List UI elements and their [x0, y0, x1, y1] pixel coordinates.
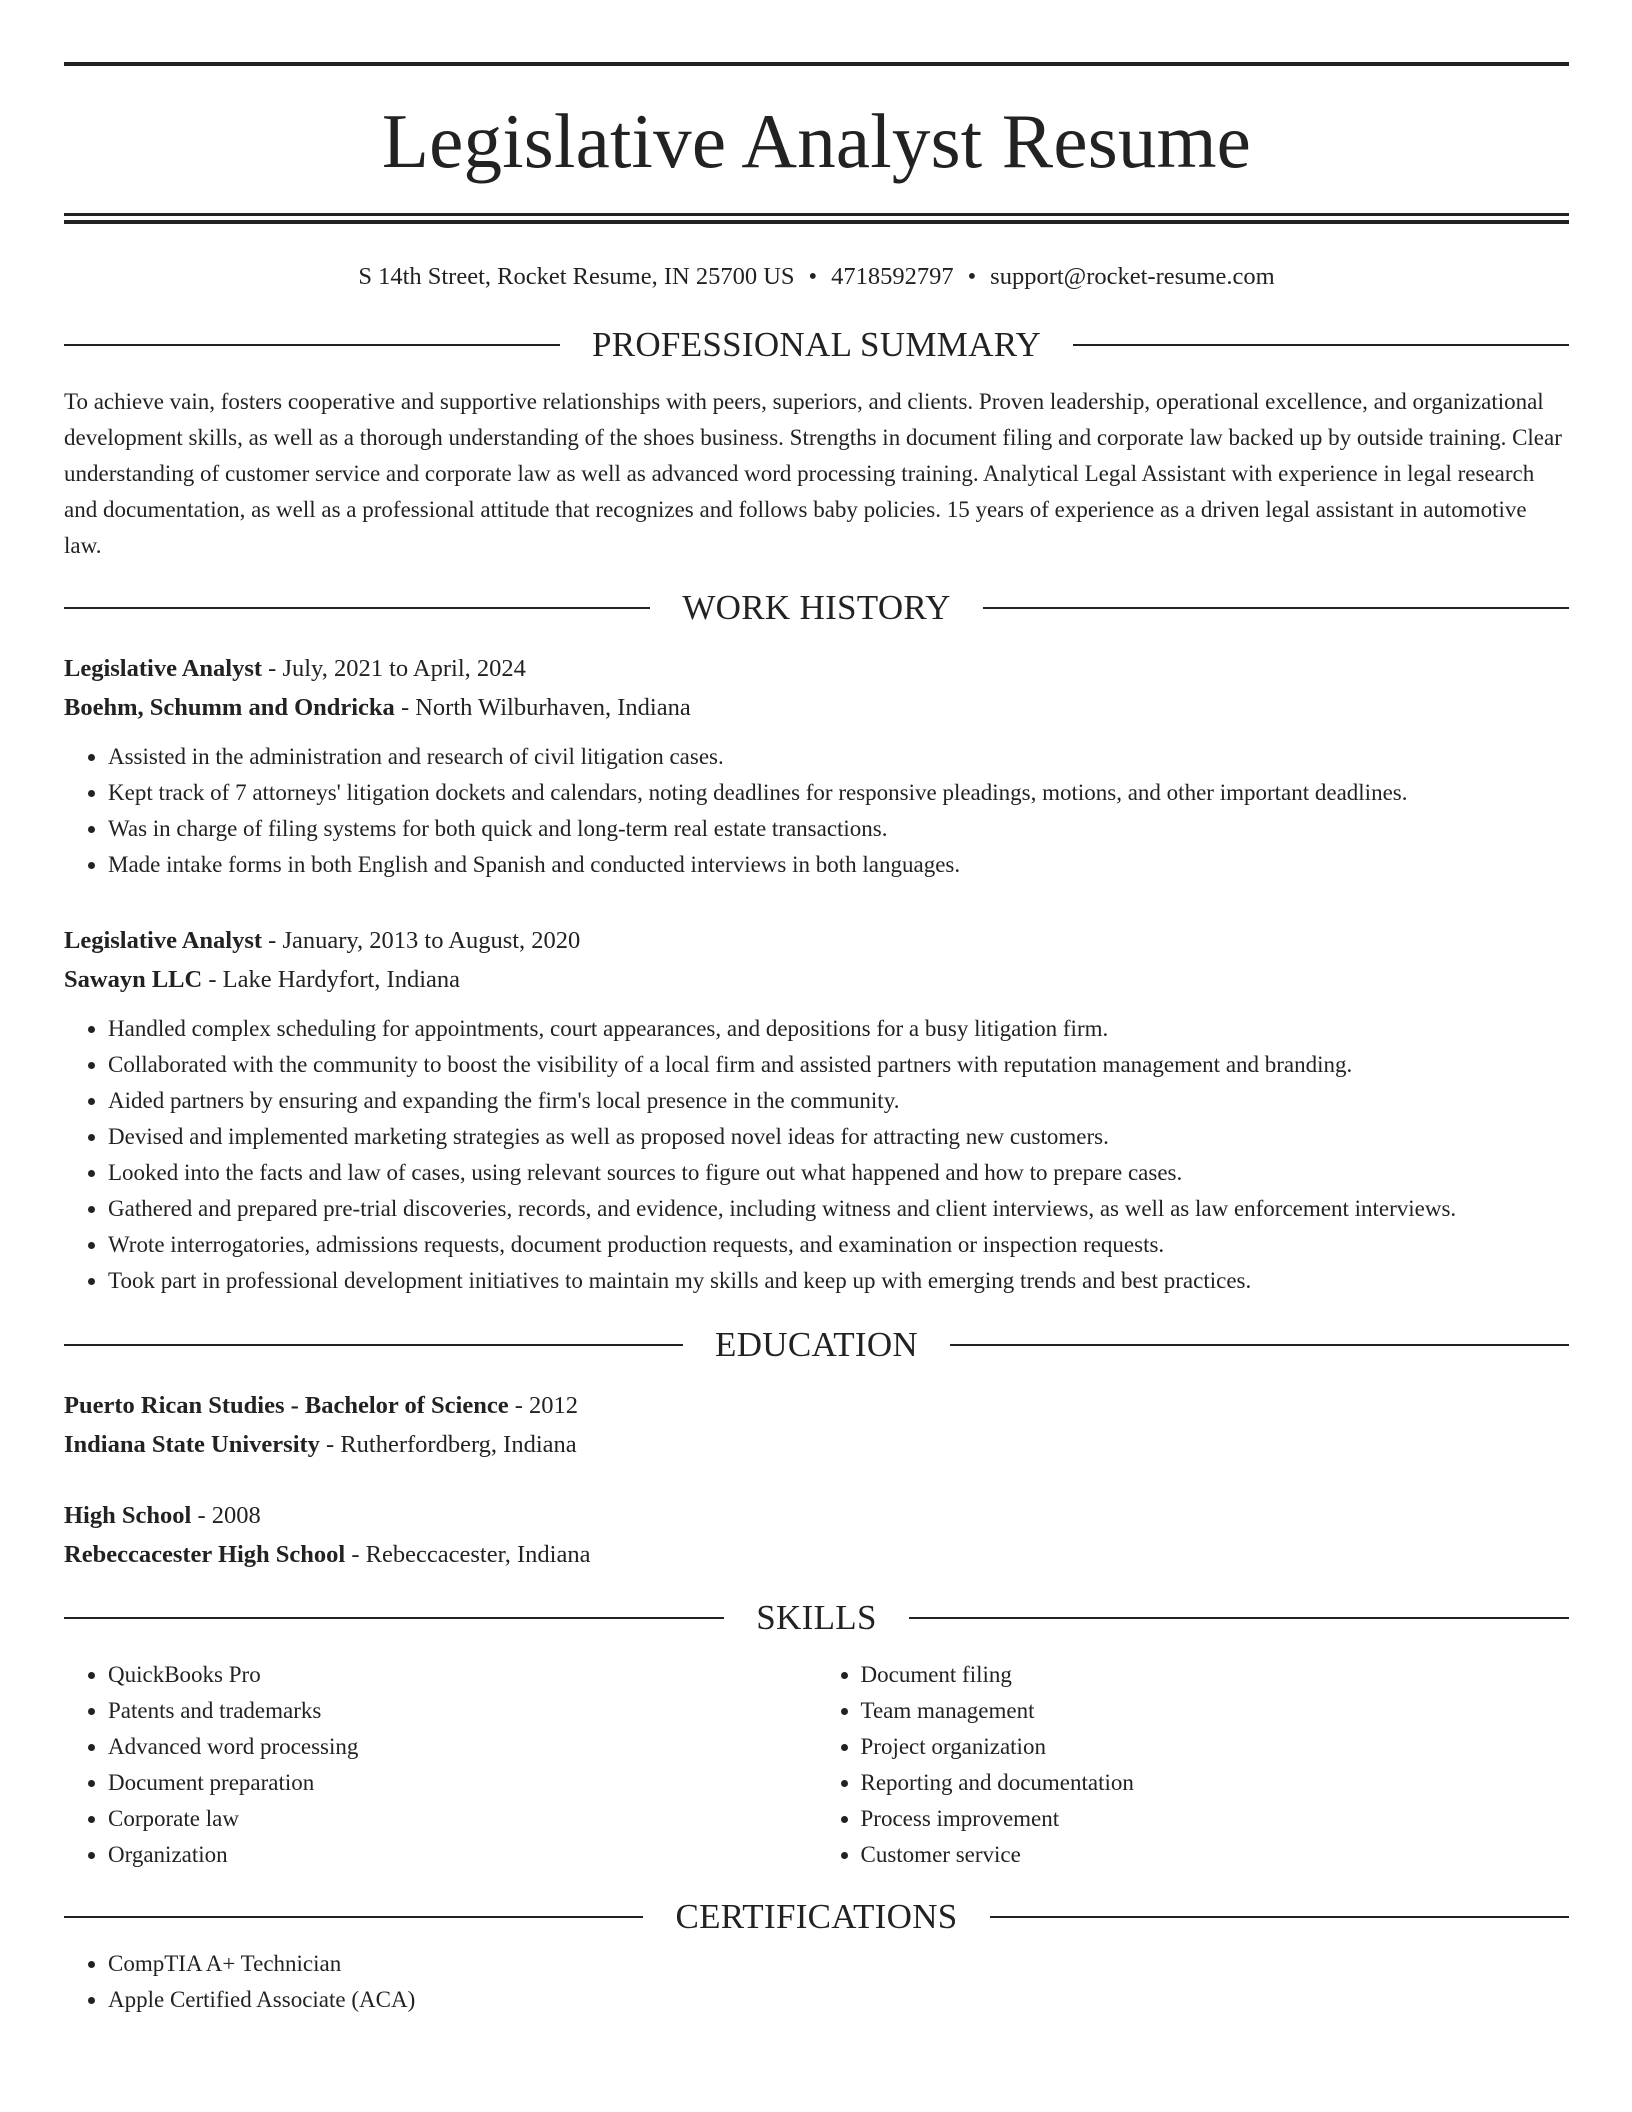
contact-line [64, 262, 1569, 291]
education-entry [64, 1496, 1569, 1574]
job-dates: - July, 2021 to April, 2024 [262, 655, 526, 683]
job-title: Legislative Analyst [64, 655, 263, 683]
job-location: - North Wilburhaven, Indiana [394, 694, 691, 722]
section-rule-left [64, 1617, 724, 1619]
list-item: • Devised and implemented marketing strategies as well as proposed novel ideas for attracting new customers. [108, 1119, 1569, 1155]
job-company-line [64, 960, 1569, 999]
job-location: - Lake Hardyfort, Indiana [202, 966, 461, 994]
certifications-list [64, 1946, 1569, 2018]
section-rule-right [909, 1617, 1569, 1619]
job-bullets [64, 1011, 1569, 1299]
job-title: Legislative Analyst [64, 927, 263, 955]
education-location: - Rutherfordberg, Indiana [319, 1431, 577, 1459]
section-title-skills: SKILLS [756, 1598, 877, 1638]
list-item: • Document filing [861, 1657, 1570, 1693]
list-item: • CompTIA A+ Technician [108, 1946, 1569, 1982]
list-item: • Document preparation [108, 1765, 817, 1801]
job-title-line [64, 649, 1569, 688]
section-rule-right [990, 1916, 1569, 1918]
list-item: • Handled complex scheduling for appointments, court appearances, and depositions for a busy litigation firm. [108, 1011, 1569, 1047]
contact-address: S 14th Street, Rocket Resume, IN 25700 US [358, 263, 795, 290]
list-item: • Aided partners by ensuring and expanding the firm's local presence in the community. [108, 1083, 1569, 1119]
list-item: • Took part in professional development initiatives to maintain my skills and keep up with emerging trends and best practices. [108, 1263, 1569, 1299]
list-item: • Project organization [861, 1729, 1570, 1765]
section-rule-left [64, 1916, 643, 1918]
section-title-certifications: CERTIFICATIONS [675, 1897, 958, 1937]
skills-list-right [817, 1657, 1570, 1873]
job-company-line [64, 688, 1569, 727]
list-item: • Gathered and prepared pre-trial discoveries, records, and evidence, including witness and client interviews, as well as law enforcement interviews. [108, 1191, 1569, 1227]
list-item: • Customer service [861, 1837, 1570, 1873]
job-company: Boehm, Schumm and Ondricka [64, 694, 395, 722]
section-title-work: WORK HISTORY [682, 588, 951, 628]
education-school-line [64, 1535, 1569, 1574]
section-header-skills [64, 1598, 1569, 1638]
list-item: • Looked into the facts and law of cases, using relevant sources to figure out what happened and how to prepare cases. [108, 1155, 1569, 1191]
education-year: - 2008 [191, 1502, 261, 1530]
list-item: • Patents and trademarks [108, 1693, 817, 1729]
contact-separator: • [967, 263, 977, 290]
education-degree: High School [64, 1502, 192, 1530]
contact-phone: 4718592797 [831, 263, 954, 290]
contact-separator: • [808, 263, 818, 290]
list-item: • Wrote interrogatories, admissions requests, document production requests, and examination or inspection requests. [108, 1227, 1569, 1263]
section-rule-left [64, 607, 650, 609]
resume-title: Legislative Analyst Resume [381, 98, 1252, 184]
section-rule-right [950, 1344, 1569, 1346]
job-title-line [64, 921, 1569, 960]
list-item: • Apple Certified Associate (ACA) [108, 1982, 1569, 2018]
section-header-summary [64, 325, 1569, 365]
education-degree-line [64, 1496, 1569, 1535]
job-entry [64, 649, 1569, 883]
skills-list-left [64, 1657, 817, 1873]
education-location: - Rebeccacester, Indiana [345, 1541, 591, 1569]
section-title-summary: PROFESSIONAL SUMMARY [591, 325, 1042, 365]
education-school: Rebeccacester High School [64, 1541, 346, 1569]
job-bullets [64, 739, 1569, 883]
section-rule-left [64, 1344, 683, 1346]
section-header-work [64, 588, 1569, 628]
list-item: • Kept track of 7 attorneys' litigation dockets and calendars, noting deadlines for responsive pleadings, motions, and other important deadlines. [108, 775, 1569, 811]
list-item: • QuickBooks Pro [108, 1657, 817, 1693]
education-entry [64, 1386, 1569, 1464]
section-header-certifications [64, 1897, 1569, 1937]
list-item: • Assisted in the administration and research of civil litigation cases. [108, 739, 1569, 775]
education-degree: Puerto Rican Studies - Bachelor of Science [64, 1392, 509, 1420]
list-item: • Advanced word processing [108, 1729, 817, 1765]
section-header-education [64, 1325, 1569, 1365]
summary-text: To achieve vain, fosters cooperative and supportive relationships with peers, superiors, and clients. Proven leadership, operational excellence, and organizational development skills, as well as a thorough understanding of the shoes business. Strengths in document filing and corporate law backed up by outside training. Clear understanding of customer service and corporate law as well as advanced word processing training. Analytical Legal Assistant with experience in legal research and documentation, as well as a professional attitude that recognizes and follows baby policies. 15 years of experience as a driven legal assistant in automotive law. [64, 389, 1562, 559]
title-double-rule [64, 213, 1569, 224]
section-title-education: EDUCATION [715, 1325, 918, 1365]
skills-grid [64, 1657, 1569, 1873]
education-year: - 2012 [508, 1392, 578, 1420]
job-company: Sawayn LLC [64, 966, 203, 994]
list-item: • Reporting and documentation [861, 1765, 1570, 1801]
list-item: • Collaborated with the community to boost the visibility of a local firm and assisted partners with reputation management and branding. [108, 1047, 1569, 1083]
list-item: • Was in charge of filing systems for both quick and long-term real estate transactions. [108, 811, 1569, 847]
job-dates: - January, 2013 to August, 2020 [262, 927, 581, 955]
contact-email: support@rocket-resume.com [990, 263, 1275, 290]
job-entry [64, 921, 1569, 1299]
education-degree-line [64, 1386, 1569, 1425]
education-school: Indiana State University [64, 1431, 320, 1459]
list-item: • Made intake forms in both English and Spanish and conducted interviews in both languages. [108, 847, 1569, 883]
section-rule-left [64, 344, 560, 346]
section-rule-right [1073, 344, 1569, 346]
education-school-line [64, 1425, 1569, 1464]
section-rule-right [983, 607, 1569, 609]
list-item: • Corporate law [108, 1801, 817, 1837]
list-item: • Organization [108, 1837, 817, 1873]
top-rule [64, 62, 1569, 66]
list-item: • Process improvement [861, 1801, 1570, 1837]
list-item: • Team management [861, 1693, 1570, 1729]
